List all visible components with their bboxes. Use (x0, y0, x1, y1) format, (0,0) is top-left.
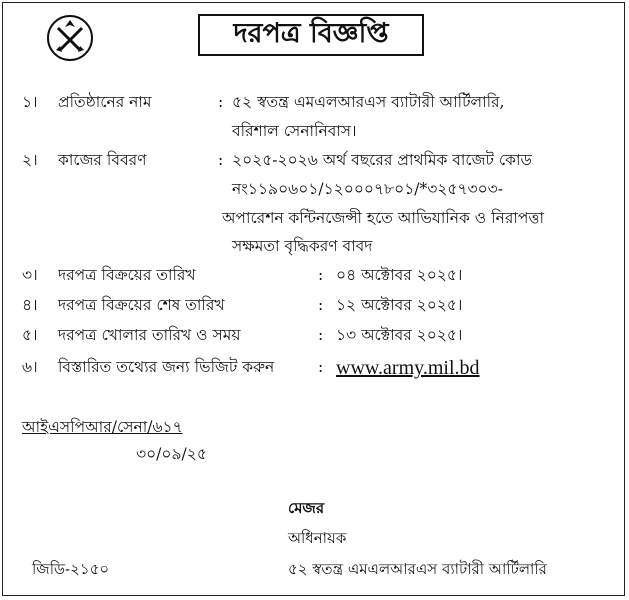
item-separator: : (318, 296, 324, 314)
item-value-line: নং১১৯০৬০১/১২০০০৭৮০১/*৩২৫৭৩০৩- (232, 180, 503, 198)
item-label: কাজের বিবরণ (58, 151, 147, 169)
signatory-designation: অধিনায়ক (288, 529, 347, 547)
item-label: দরপত্র বিক্রয়ের শেষ তারিখ (58, 296, 225, 314)
item-separator: : (318, 358, 324, 376)
item-separator: : (318, 266, 324, 284)
item-number: ৩। (22, 266, 38, 284)
item-number: ৪। (22, 296, 38, 314)
reference-number: আইএসপিআর/সেনা/৬১৭ (22, 418, 183, 436)
item-label: দরপত্র খোলার তারিখ ও সময় (58, 326, 241, 344)
item-value-line: অপারেশন কন্টিনজেন্সী হতে আভিযানিক ও নিরাপত্তা (222, 209, 544, 227)
army-emblem-icon (46, 14, 94, 62)
reference-date: ৩০/০৯/২৫ (136, 445, 207, 463)
item-number: ২। (22, 151, 38, 169)
item-separator: : (218, 93, 224, 111)
item-value-line: ২০২৫-২০২৬ অর্থ বছরের প্রাথমিক বাজেট কোড (232, 151, 532, 169)
notice-title: দরপত্র বিজ্ঞপ্তি (198, 14, 424, 56)
item-number: ৫। (22, 326, 38, 344)
item-separator: : (318, 326, 324, 344)
item-value-line: ৫২ স্বতন্ত্র এমএলআরএস ব্যাটারী আর্টিলারি, (232, 93, 505, 111)
item-number: ১। (22, 93, 38, 111)
item-label: প্রতিষ্ঠানের নাম (58, 93, 152, 111)
item-separator: : (218, 151, 224, 169)
signatory-rank: মেজর (288, 499, 325, 517)
item-number: ৬। (22, 358, 38, 376)
item-label: বিস্তারিত তথ্যের জন্য ভিজিট করুন (58, 358, 275, 376)
item-label: দরপত্র বিক্রয়ের তারিখ (58, 266, 196, 284)
item-value-line: সক্ষমতা বৃদ্ধিকরণ বাবদ (232, 237, 373, 255)
item-value-line: বরিশাল সেনানিবাস। (232, 122, 357, 140)
website-link[interactable]: www.army.mil.bd (336, 357, 480, 379)
item-value-line: ১২ অক্টোবর ২০২৫। (336, 296, 463, 314)
gd-number: জিডি-২১৫০ (32, 560, 110, 578)
item-value-line: ১৩ অক্টোবর ২০২৫। (336, 326, 463, 344)
signatory-unit: ৫২ স্বতন্ত্র এমএলআরএস ব্যাটারী আর্টিলারি (288, 560, 547, 578)
item-value-line: ০৪ অক্টোবর ২০২৫। (336, 266, 463, 284)
